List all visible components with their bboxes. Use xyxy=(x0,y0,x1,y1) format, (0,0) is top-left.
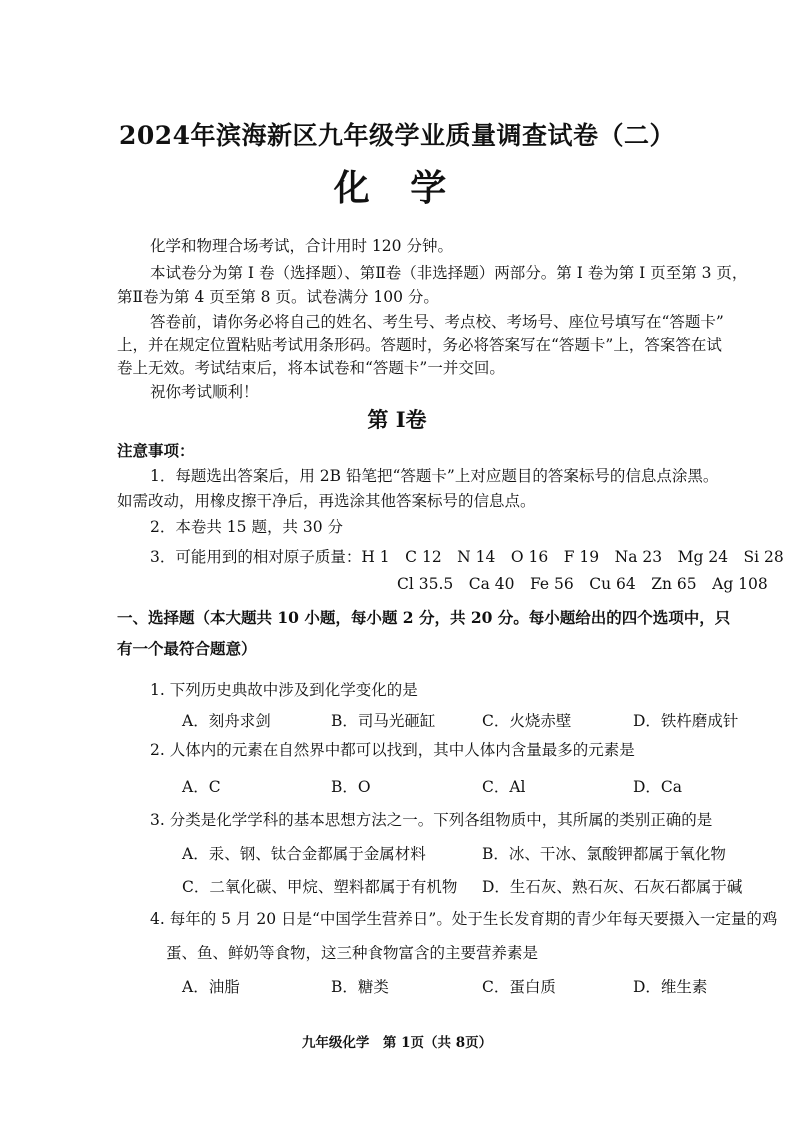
option-b: B．冰、干冰、氯酸钾都属于氧化物 xyxy=(482,845,726,863)
option-b: B．糖类 xyxy=(331,978,389,996)
option-c: C．火烧赤壁 xyxy=(482,712,572,730)
option-c: C．二氧化碳、甲烷、塑料都属于有机物 xyxy=(182,878,458,896)
exam-title: 2024年滨海新区九年级学业质量调查试卷（二） xyxy=(118,121,676,150)
option-a: A．油脂 xyxy=(182,978,240,996)
section-heading: 一、选择题（本大题共 10 小题，每小题 2 分，共 20 分。每小题给出的四个选项中，只 xyxy=(117,608,731,627)
option-c: C．蛋白质 xyxy=(482,978,556,996)
note-item: 1．每题选出答案后，用 2B 铅笔把“答题卡”上对应题目的答案标号的信息点涂黑。 xyxy=(150,467,719,485)
page-footer: 九年级化学 第 1页（共 8页） xyxy=(301,1035,493,1051)
question-stem: 3. 分类是化学学科的基本思想方法之一。下列各组物质中，其所属的类别正确的是 xyxy=(150,811,713,829)
option-a: A．刻舟求剑 xyxy=(182,712,271,730)
note-item: 3．可能用到的相对原子质量：H 1 C 12 N 14 O 16 F 19 Na 23 Mg 24 Si 28 xyxy=(150,548,784,566)
intro-line: 答卷前，请你务必将自己的姓名、考生号、考点校、考场号、座位号填写在“答题卡” xyxy=(150,313,724,331)
note-item: 2．本卷共 15 题，共 30 分 xyxy=(150,518,344,536)
question-stem: 4. 每年的 5 月 20 日是“中国学生营养日”。处于生长发育期的青少年每天要摄入一定量的鸡 xyxy=(150,910,778,928)
question-stem: 1. 下列历史典故中涉及到化学变化的是 xyxy=(150,681,418,699)
option-a: A．C xyxy=(182,778,221,796)
option-b: B．O xyxy=(331,778,371,796)
note-item: Cl 35.5 Ca 40 Fe 56 Cu 64 Zn 65 Ag 108 xyxy=(397,575,768,593)
intro-line: 本试卷分为第 I 卷（选择题）、第Ⅱ卷（非选择题）两部分。第 I 卷为第 I 页至第 3 页， xyxy=(150,264,748,282)
subject-title: 化 学 xyxy=(333,167,461,209)
intro-line: 上，并在规定位置粘贴考试用条形码。答题时，务必将答案写在“答题卡”上，答案答在试 xyxy=(117,336,722,354)
intro-line: 祝你考试顺利！ xyxy=(150,383,259,401)
note-item: 如需改动，用橡皮擦干净后，再选涂其他答案标号的信息点。 xyxy=(117,492,536,510)
option-a: A．汞、钢、钛合金都属于金属材料 xyxy=(182,845,426,863)
intro-line: 第Ⅱ卷为第 4 页至第 8 页。试卷满分 100 分。 xyxy=(117,288,439,306)
option-d: D．维生素 xyxy=(633,978,708,996)
intro-line: 卷上无效。考试结束后，将本试卷和“答题卡”一并交回。 xyxy=(117,359,505,377)
option-c: C．Al xyxy=(482,778,526,796)
notes-heading: 注意事项： xyxy=(117,441,195,460)
option-d: D．铁杵磨成针 xyxy=(633,712,739,730)
volume-title: 第 I卷 xyxy=(367,407,427,432)
option-d: D．生石灰、熟石灰、石灰石都属于碱 xyxy=(482,878,743,896)
question-stem: 蛋、鱼、鲜奶等食物，这三种食物富含的主要营养素是 xyxy=(166,944,539,962)
option-b: B．司马光砸缸 xyxy=(331,712,436,730)
question-stem: 2. 人体内的元素在自然界中都可以找到，其中人体内含量最多的元素是 xyxy=(150,741,635,759)
section-heading: 有一个最符合题意） xyxy=(117,639,257,658)
intro-line: 化学和物理合场考试，合计用时 120 分钟。 xyxy=(150,237,453,255)
option-d: D．Ca xyxy=(633,778,683,796)
